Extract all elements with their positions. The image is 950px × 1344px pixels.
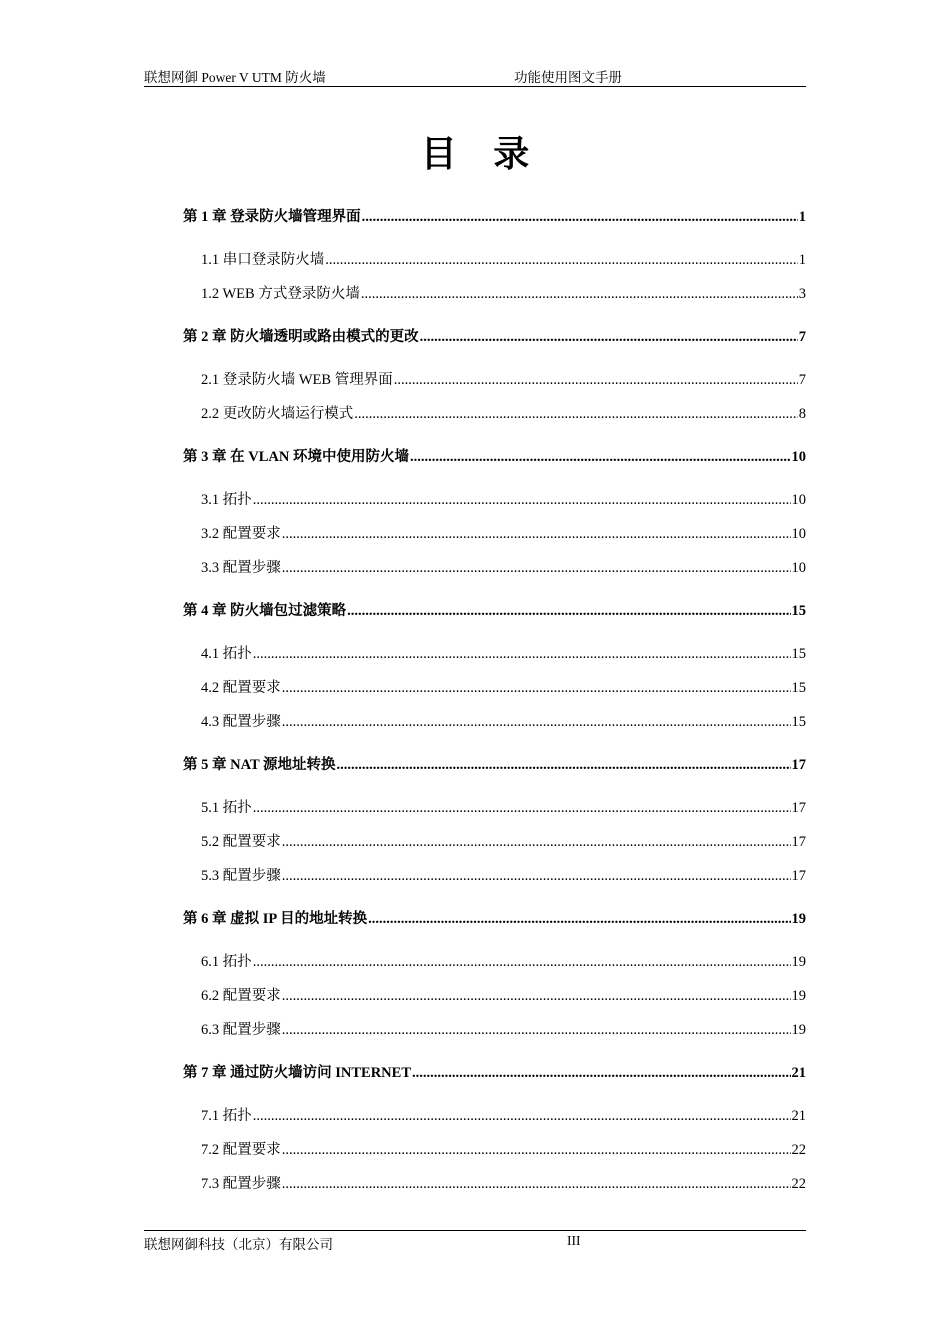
- toc-chapter-entry[interactable]: [183, 445, 806, 469]
- toc-entry-label: 6.1 拓扑: [201, 954, 252, 970]
- toc-entry-label: 6.2 配置要求: [201, 988, 281, 1004]
- toc-entry-page-number: 15: [791, 714, 806, 730]
- toc-dot-leader: [337, 753, 791, 777]
- toc-chapter-entry[interactable]: [183, 753, 806, 777]
- toc-section-entry[interactable]: [183, 1018, 806, 1042]
- toc-dot-leader: [253, 950, 791, 974]
- toc-entry-page-number: 8: [798, 406, 806, 422]
- toc-entry-label: 4.2 配置要求: [201, 680, 281, 696]
- toc-dot-leader: [282, 676, 791, 700]
- toc-entry-label: 第 1 章 登录防火墙管理界面: [183, 209, 361, 225]
- page-title: 目 录: [420, 134, 542, 175]
- toc-dot-leader: [282, 1172, 791, 1196]
- toc-dot-leader: [420, 325, 798, 349]
- toc-entry-page-number: 21: [791, 1065, 806, 1081]
- toc-entry-label: 7.1 拓扑: [201, 1108, 252, 1124]
- toc-chapter-entry[interactable]: [183, 907, 806, 931]
- toc-dot-leader: [282, 710, 791, 734]
- toc-section-entry[interactable]: [183, 368, 806, 392]
- toc-entry-page-number: 7: [798, 372, 806, 388]
- toc-entry-label: 6.3 配置步骤: [201, 1022, 281, 1038]
- toc-dot-leader: [325, 248, 798, 272]
- toc-section-entry[interactable]: [183, 642, 806, 666]
- toc-entry-page-number: 15: [791, 603, 806, 619]
- toc-chapter-entry[interactable]: [183, 599, 806, 623]
- toc-entry-page-number: 10: [791, 449, 806, 465]
- toc-section-entry[interactable]: [183, 984, 806, 1008]
- footer-company-name: 联想网御科技（北京）有限公司: [144, 1237, 333, 1252]
- toc-dot-leader: [394, 368, 798, 392]
- toc-entry-label: 3.1 拓扑: [201, 492, 252, 508]
- toc-entry-page-number: 15: [791, 646, 806, 662]
- toc-dot-leader: [253, 1104, 791, 1128]
- toc-entry-page-number: 19: [791, 911, 806, 927]
- toc-section-entry[interactable]: [183, 282, 806, 306]
- toc-section-entry[interactable]: [183, 1172, 806, 1196]
- toc-entry-page-number: 19: [791, 954, 806, 970]
- toc-entry-page-number: 1: [798, 252, 806, 268]
- table-of-contents: [183, 205, 806, 1196]
- toc-dot-leader: [253, 488, 791, 512]
- page-header: [144, 66, 806, 87]
- toc-entry-page-number: 22: [791, 1142, 806, 1158]
- toc-entry-label: 1.1 串口登录防火墙: [201, 252, 325, 268]
- toc-entry-page-number: 22: [791, 1176, 806, 1192]
- toc-entry-page-number: 10: [791, 560, 806, 576]
- toc-dot-leader: [282, 522, 791, 546]
- toc-section-entry[interactable]: [183, 676, 806, 700]
- toc-entry-page-number: 1: [798, 209, 806, 225]
- toc-entry-page-number: 19: [791, 1022, 806, 1038]
- toc-dot-leader: [282, 984, 791, 1008]
- toc-entry-label: 第 3 章 在 VLAN 环境中使用防火墙: [183, 449, 409, 465]
- toc-entry-label: 1.2 WEB 方式登录防火墙: [201, 286, 360, 302]
- toc-section-entry[interactable]: [183, 488, 806, 512]
- toc-entry-label: 第 2 章 防火墙透明或路由模式的更改: [183, 329, 419, 345]
- toc-entry-page-number: 17: [791, 834, 806, 850]
- toc-entry-label: 7.3 配置步骤: [201, 1176, 281, 1192]
- toc-entry-page-number: 19: [791, 988, 806, 1004]
- toc-section-entry[interactable]: [183, 248, 806, 272]
- toc-entry-page-number: 10: [791, 492, 806, 508]
- toc-entry-page-number: 7: [798, 329, 806, 345]
- toc-section-entry[interactable]: [183, 796, 806, 820]
- toc-dot-leader: [282, 1138, 791, 1162]
- footer-page-number: III: [567, 1233, 581, 1248]
- toc-chapter-entry[interactable]: [183, 1061, 806, 1085]
- toc-section-entry[interactable]: [183, 1104, 806, 1128]
- toc-chapter-entry[interactable]: [183, 325, 806, 349]
- toc-entry-label: 第 5 章 NAT 源地址转换: [183, 757, 336, 773]
- toc-section-entry[interactable]: [183, 710, 806, 734]
- toc-dot-leader: [282, 1018, 791, 1042]
- toc-entry-page-number: 15: [791, 680, 806, 696]
- toc-chapter-entry[interactable]: [183, 205, 806, 229]
- toc-dot-leader: [412, 1061, 791, 1085]
- toc-entry-label: 第 6 章 虚拟 IP 目的地址转换: [183, 911, 368, 927]
- toc-entry-label: 2.1 登录防火墙 WEB 管理界面: [201, 372, 393, 388]
- toc-entry-label: 2.2 更改防火墙运行模式: [201, 406, 354, 422]
- toc-entry-label: 4.3 配置步骤: [201, 714, 281, 730]
- toc-entry-page-number: 3: [798, 286, 806, 302]
- toc-section-entry[interactable]: [183, 556, 806, 580]
- toc-entry-label: 3.2 配置要求: [201, 526, 281, 542]
- toc-entry-label: 3.3 配置步骤: [201, 560, 281, 576]
- toc-section-entry[interactable]: [183, 830, 806, 854]
- toc-entry-label: 5.2 配置要求: [201, 834, 281, 850]
- toc-entry-page-number: 17: [791, 800, 806, 816]
- toc-dot-leader: [354, 402, 798, 426]
- toc-dot-leader: [410, 445, 791, 469]
- toc-dot-leader: [282, 556, 791, 580]
- toc-entry-label: 第 7 章 通过防火墙访问 INTERNET: [183, 1065, 411, 1081]
- toc-entry-label: 7.2 配置要求: [201, 1142, 281, 1158]
- header-manual-title: 功能使用图文手册: [514, 70, 622, 85]
- toc-dot-leader: [282, 864, 791, 888]
- header-product-name: 联想网御 Power V UTM 防火墙: [144, 70, 326, 85]
- toc-dot-leader: [347, 599, 790, 623]
- toc-entry-page-number: 17: [791, 868, 806, 884]
- toc-section-entry[interactable]: [183, 1138, 806, 1162]
- toc-section-entry[interactable]: [183, 950, 806, 974]
- page-footer: [144, 1230, 806, 1252]
- toc-section-entry[interactable]: [183, 402, 806, 426]
- toc-dot-leader: [253, 796, 791, 820]
- toc-section-entry[interactable]: [183, 864, 806, 888]
- toc-entry-page-number: 10: [791, 526, 806, 542]
- toc-entry-page-number: 17: [791, 757, 806, 773]
- toc-entry-label: 4.1 拓扑: [201, 646, 252, 662]
- toc-entry-label: 5.1 拓扑: [201, 800, 252, 816]
- toc-dot-leader: [282, 830, 791, 854]
- toc-dot-leader: [368, 907, 790, 931]
- toc-dot-leader: [362, 205, 798, 229]
- toc-dot-leader: [361, 282, 798, 306]
- toc-entry-page-number: 21: [791, 1108, 806, 1124]
- toc-entry-label: 5.3 配置步骤: [201, 868, 281, 884]
- toc-section-entry[interactable]: [183, 522, 806, 546]
- toc-dot-leader: [253, 642, 791, 666]
- toc-entry-label: 第 4 章 防火墙包过滤策略: [183, 603, 347, 619]
